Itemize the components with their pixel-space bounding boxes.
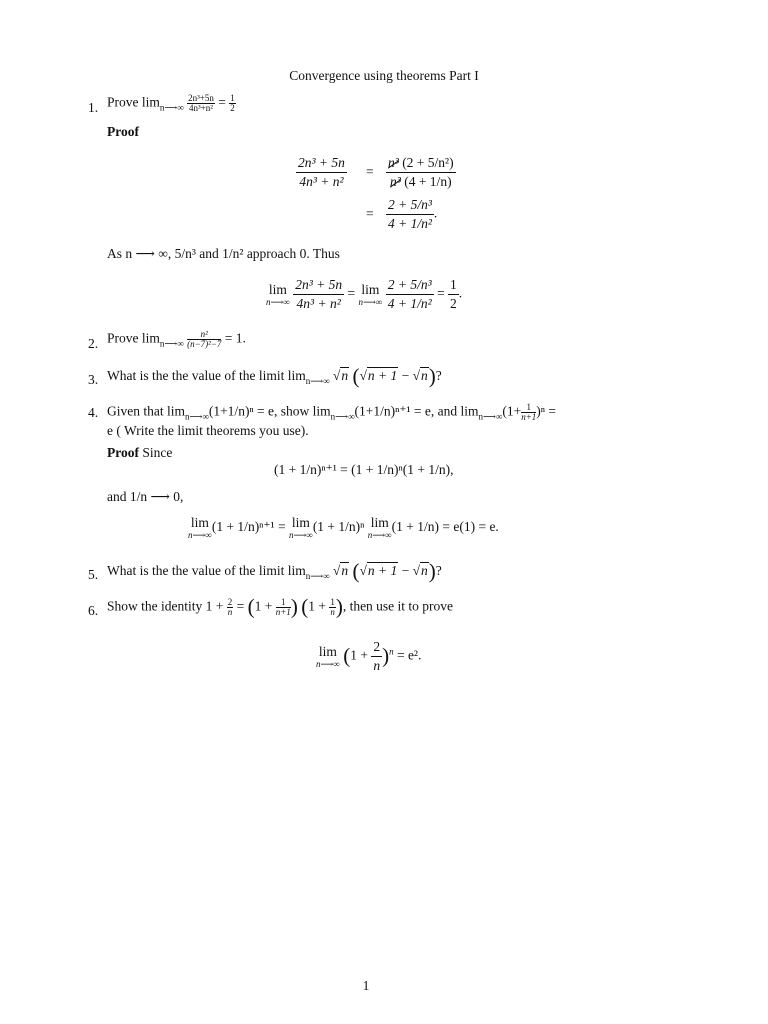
equals-sign-2: = [366, 206, 374, 221]
problem-4-number: 4. [88, 405, 99, 420]
display-equation-1-rhs: $\frac{\text{n³ (2 + 5/n²)}}{\text{n³ (4 + 1/n)}}$ [388, 155, 454, 189]
problem-1-number: 1. [88, 100, 99, 115]
equals-sign-1: = [366, 164, 374, 179]
problem-4-line-1: Given that $\lim_{n⟶\infty}(1+1/n)^n = e$, show $\lim_{n⟶\infty}(1+1/n)^{n+1} = e$, and $\lim_{n⟶\infty}(1+$ $\frac{1}{n+1}$ )ⁿ = [107, 402, 557, 422]
problem-5-number: 5. [88, 567, 99, 582]
one-half-fraction: $\frac{1}{2}$ [230, 93, 235, 113]
document-title: Convergence using theorems Part I [289, 68, 479, 83]
problem-1-fraction: $\frac{\text{2n³+5n}}{\text{4n³+n²}}$ [188, 93, 214, 113]
proof-label-1: Proof [107, 124, 139, 139]
problem-3-statement: What is the the value of the limit $\lim_{n⟶\infty} √n$ (√n + 1 − √n)? [107, 364, 442, 388]
proof-4: Proof Since [107, 445, 173, 460]
problem-2-statement: Prove $\lim_{n⟶\infty}$ $\frac{\text{n²}}{\text{(n−7)²−7}}$ = 1. [107, 329, 246, 349]
problem-6-statement: Show the identity 1 + $\frac{2}{n}$ = (1 + $\frac{1}{n+1}$ ) (1 + $\frac{1}{n}$ ), then use it to prove [107, 594, 454, 619]
display-equation-1-lhs: $\frac{\text{2n³ + 5n}}{\text{4n³ + n²}}$ [298, 155, 345, 189]
as-n-approaches-text: As n ⟶ ∞, 5/n³ and 1/n² approach 0. Thus [107, 246, 340, 261]
problem-4-line-2: e ( Write the limit theorems you use). [107, 423, 309, 438]
display-equation-2-rhs: $\frac{\text{2 + 5/n³}}{\text{4 + 1/n²}}$ . [388, 197, 438, 231]
problem-4-identity: (1 + 1/n)ⁿ⁺¹ = (1 + 1/n)ⁿ(1 + 1/n), [274, 462, 454, 477]
limit-equation-1: lim n⟶∞ $\frac{\text{2n³ + 5n}}{\text{4n³ + n²}}$ = lim n⟶∞ $\frac{\text{2 + 5/n³}}{\text{4 + 1/n²}}$ = $\frac{1}{2}$ . [266, 277, 463, 311]
problem-1-statement: Prove $\lim_{n⟶\infty}$ $\frac{\text{2n³+5n}}{\text{4n³+n²}}$ = $\frac{1}{2}$ [107, 93, 235, 113]
problem-4-limit-equation: lim n⟶∞ (1 + 1/n)ⁿ⁺¹ = lim n⟶∞ (1 + 1/n)ⁿ lim n⟶∞ (1 + 1/n) = e(1) = e. [188, 515, 499, 540]
problem-5-statement: What is the the value of the limit $\lim_{n⟶\infty} √n$ (√n + 1 − √n)? [107, 559, 442, 583]
problem-3-number: 3. [88, 372, 99, 387]
page-number: 1 [362, 978, 370, 993]
problem-6-number: 6. [88, 603, 99, 618]
and-text: and 1/n ⟶ 0, [107, 489, 184, 504]
problem-6-limit-equation: lim n⟶∞ (1 + $\frac{2}{n}$ )$^n$ = e². [316, 639, 422, 673]
problem-2-number: 2. [88, 336, 99, 351]
